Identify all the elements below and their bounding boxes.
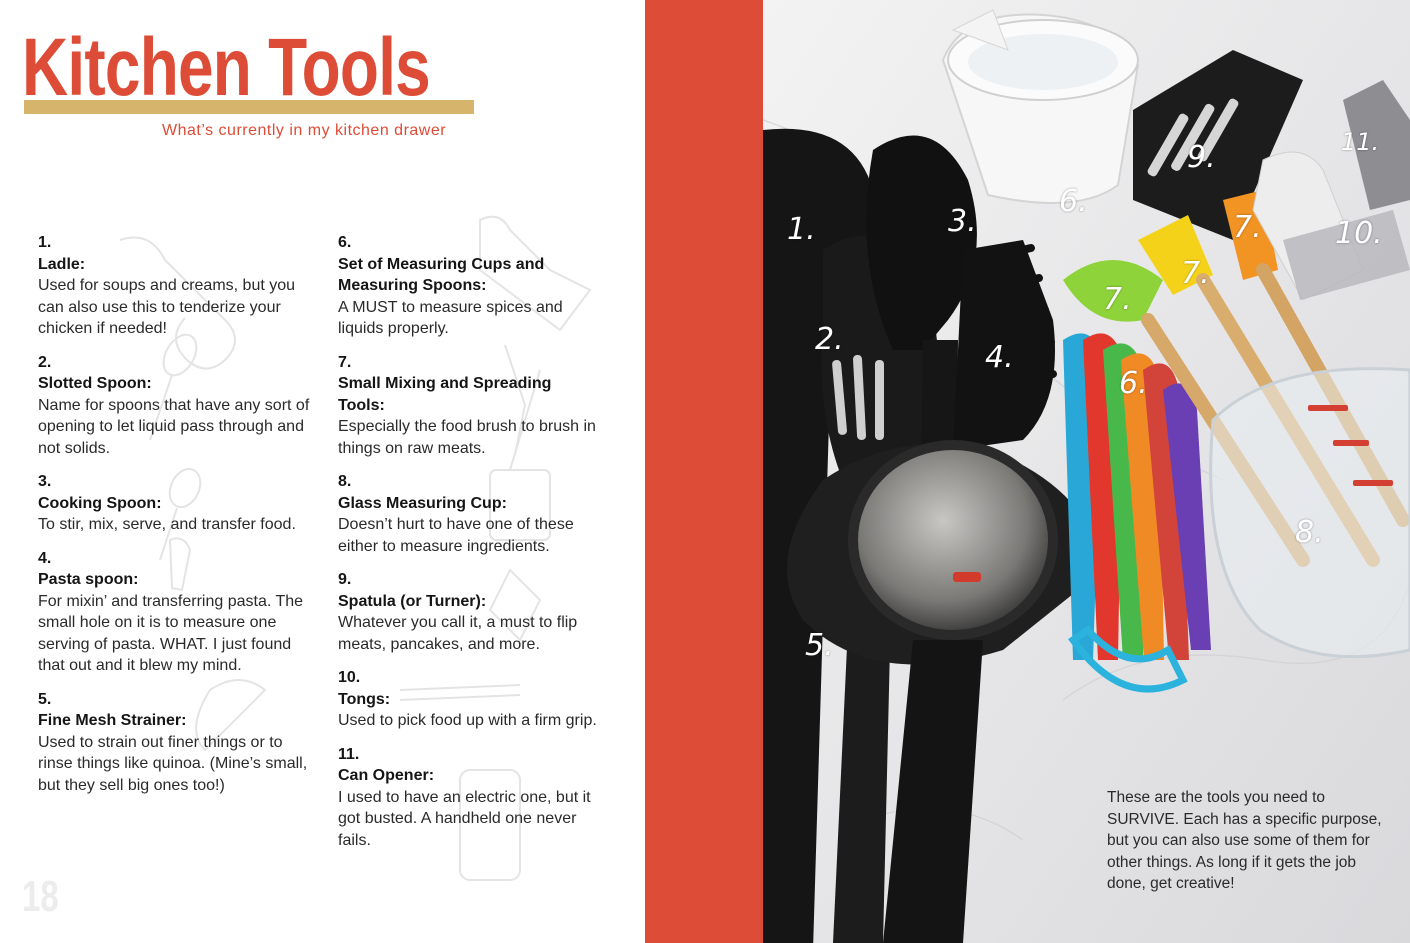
tool-number: 11. — [338, 745, 360, 763]
tool-name: Fine Mesh Strainer: — [38, 712, 187, 729]
tool-description: Used to strain out finer things or to rinse things like quinoa. (Mine’s small, but they sell big ones too!) — [38, 733, 308, 794]
tool-item — [38, 548, 318, 677]
tool-number: 9. — [338, 571, 352, 588]
photo-label: 9. — [1187, 140, 1216, 175]
tool-number: 5. — [38, 690, 52, 708]
tool-item — [338, 232, 598, 340]
page-number: 18 — [22, 872, 59, 921]
tool-number: 10. — [338, 669, 361, 686]
tool-description: Especially the food brush to brush in things on raw meats. — [338, 418, 596, 457]
photo-label: 7. — [1181, 256, 1210, 291]
tool-description: A MUST to measure spices and liquids properly. — [338, 298, 563, 337]
tool-item — [338, 667, 598, 732]
tool-description: Used for soups and creams, but you can also use this to tenderize your chicken if needed! — [38, 277, 296, 337]
photo-label: 6. — [1119, 366, 1148, 401]
tool-number: 4. — [38, 549, 52, 567]
photo-label: 7. — [1233, 210, 1262, 245]
tool-item — [338, 744, 598, 852]
page-title: Kitchen Tools — [22, 22, 430, 113]
tool-name: Pasta spoon: — [38, 571, 139, 588]
tool-description: For mixin’ and transferring pasta. The small hole on it is to measure one serving of pasta. WHAT. I just found that out and it blew my mind. — [38, 592, 304, 674]
tool-number: 3. — [38, 473, 52, 490]
tool-name: Set of Measuring Cups and Measuring Spoons: — [338, 255, 545, 294]
tool-name: Glass Measuring Cup: — [338, 494, 507, 512]
photo-label: 10. — [1335, 216, 1383, 251]
tools-column-2 — [338, 232, 598, 863]
tool-number: 7. — [338, 353, 352, 371]
tool-name: Spatula (or Turner): — [338, 592, 487, 610]
photo-label: 8. — [1295, 515, 1324, 550]
tool-item — [38, 352, 318, 460]
photo-label: 5. — [805, 628, 834, 663]
tool-description: Used to pick food up with a firm grip. — [338, 712, 597, 729]
tool-name: Slotted Spoon: — [38, 375, 152, 392]
left-page — [0, 0, 645, 943]
red-divider-band — [645, 0, 763, 943]
tool-item — [38, 471, 318, 536]
tool-item — [338, 352, 598, 460]
tool-item — [38, 232, 318, 340]
photo-label: 4. — [985, 340, 1014, 375]
tool-number: 8. — [338, 473, 352, 490]
page-subtitle: What’s currently in my kitchen drawer — [162, 122, 447, 139]
tool-name: Tongs: — [338, 690, 391, 708]
photo-label: 2. — [815, 322, 844, 357]
tool-item — [338, 569, 598, 655]
tool-description: Doesn’t hurt to have one of these either to measure ingredients. — [338, 516, 574, 555]
tool-number: 2. — [38, 353, 52, 371]
photo-label: 7. — [1103, 282, 1132, 317]
kitchen-tools-photo — [763, 0, 1410, 943]
tool-name: Cooking Spoon: — [38, 494, 162, 512]
photo-label: 6. — [1059, 184, 1088, 219]
tools-column-1 — [38, 232, 318, 808]
tool-description: Whatever you call it, a must to flip meats, pancakes, and more. — [338, 614, 578, 653]
photo-label: 11. — [1341, 128, 1380, 156]
tool-description: Name for spoons that have any sort of opening to let liquid pass through and not solids. — [38, 396, 310, 457]
tool-name: Can Opener: — [338, 767, 435, 784]
photo-caption: These are the tools you need to SURVIVE. Each has a specific purpose, but you can also use some of them for other things. As long if it gets the job done, get creative! — [1107, 789, 1382, 892]
tool-description: To stir, mix, serve, and transfer food. — [38, 516, 296, 533]
tool-number: 1. — [38, 234, 52, 251]
tool-name: Ladle: — [38, 255, 86, 273]
tool-description: I used to have an electric one, but it got busted. A handheld one never fails. — [338, 788, 591, 849]
tool-name: Small Mixing and Spreading Tools: — [338, 375, 552, 414]
tool-item — [38, 689, 318, 797]
tool-item — [338, 471, 598, 557]
title-block — [22, 22, 477, 122]
photo-label: 1. — [787, 212, 816, 247]
photo-label: 3. — [948, 204, 977, 239]
tool-number: 6. — [338, 234, 352, 251]
